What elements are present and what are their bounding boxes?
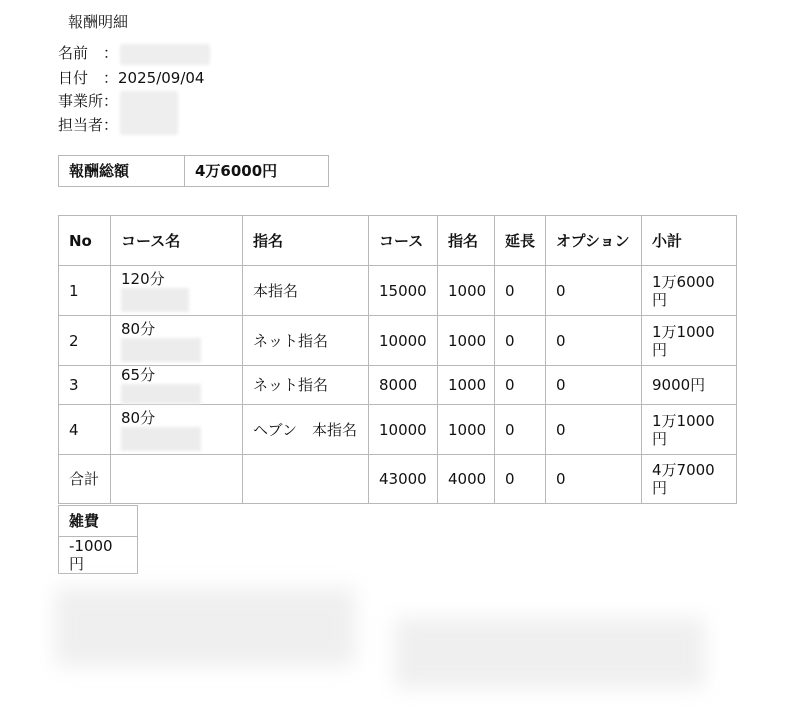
name-row (58, 41, 118, 65)
cell-total-course-fee: 43000 (369, 455, 438, 504)
cell-nomination: 本指名 (243, 266, 369, 316)
cell-course (111, 405, 243, 455)
cell-subtotal: 1万6000円 (642, 266, 737, 316)
cell-nomination-fee: 1000 (438, 366, 495, 405)
cell-total-option: 0 (546, 455, 642, 504)
summary-label: 報酬総額 (59, 156, 185, 187)
cell-nomination: ネット指名 (243, 366, 369, 405)
misc-label: 雑費 (59, 506, 138, 537)
col-header-extension: 延長 (495, 216, 546, 266)
misc-value: -1000円 (59, 537, 138, 574)
col-header-course-fee: コース (369, 216, 438, 266)
cell-extension: 0 (495, 316, 546, 366)
table-row (59, 266, 737, 316)
table-row (59, 366, 737, 405)
table-row (59, 316, 737, 366)
cell-course-fee: 10000 (369, 405, 438, 455)
col-header-no: No (59, 216, 111, 266)
cell-course-text: 80分 (121, 408, 156, 427)
name-label: 名前 ： (58, 44, 119, 62)
summary-value: 4万6000円 (185, 156, 329, 187)
col-header-nomination-fee: 指名 (438, 216, 495, 266)
col-header-nomination: 指名 (243, 216, 369, 266)
cell-no: 2 (59, 316, 111, 366)
cell-extension: 0 (495, 266, 546, 316)
cell-course-text: 80分 (121, 319, 156, 338)
course-redacted (121, 427, 201, 451)
summary-table (58, 155, 329, 187)
name-redacted (120, 44, 210, 65)
cell-course (111, 316, 243, 366)
office-label: 事業所： (58, 92, 119, 110)
cell-no: 3 (59, 366, 111, 405)
cell-nomination-fee: 1000 (438, 316, 495, 366)
course-redacted (121, 384, 201, 404)
cell-extension: 0 (495, 366, 546, 405)
cell-total-subtotal: 4万7000円 (642, 455, 737, 504)
staff-label: 担当者： (58, 116, 119, 134)
cell-course-fee: 8000 (369, 366, 438, 405)
table-total-row (59, 455, 737, 504)
office-staff-redacted (120, 91, 178, 135)
detail-table (58, 215, 737, 504)
office-row (58, 89, 118, 113)
col-header-option: オプション (546, 216, 642, 266)
cell-nomination: ネット指名 (243, 316, 369, 366)
cell-nomination-fee: 1000 (438, 266, 495, 316)
cell-option: 0 (546, 366, 642, 405)
cell-no: 1 (59, 266, 111, 316)
cell-total-extension: 0 (495, 455, 546, 504)
cell-option: 0 (546, 266, 642, 316)
cell-course-text: 120分 (121, 269, 165, 288)
date-row (58, 66, 204, 90)
cell-course-fee: 15000 (369, 266, 438, 316)
date-value: 2025/09/04 (118, 69, 205, 87)
cell-empty (243, 455, 369, 504)
cell-course-fee: 10000 (369, 316, 438, 366)
course-redacted (121, 288, 189, 312)
course-redacted (121, 338, 201, 362)
cell-subtotal: 9000円 (642, 366, 737, 405)
cell-extension: 0 (495, 405, 546, 455)
table-row (59, 405, 737, 455)
col-header-course-name: コース名 (111, 216, 243, 266)
cell-subtotal: 1万1000円 (642, 405, 737, 455)
cell-course-text: 65分 (121, 366, 156, 384)
cell-no: 4 (59, 405, 111, 455)
cell-empty (111, 455, 243, 504)
cell-course (111, 266, 243, 316)
cell-subtotal: 1万1000円 (642, 316, 737, 366)
date-label: 日付 ： (58, 69, 119, 87)
cell-total-label: 合計 (59, 455, 111, 504)
cell-nomination-fee: 1000 (438, 405, 495, 455)
cell-nomination: ヘブン 本指名 (243, 405, 369, 455)
page-title: 報酬明細 (68, 13, 129, 31)
cell-option: 0 (546, 316, 642, 366)
misc-table (58, 505, 138, 574)
signature-redacted-left (55, 588, 355, 666)
cell-course (111, 366, 243, 405)
signature-redacted-right (395, 618, 705, 688)
staff-row (58, 113, 118, 137)
cell-option: 0 (546, 405, 642, 455)
col-header-subtotal: 小計 (642, 216, 737, 266)
cell-total-nomination-fee: 4000 (438, 455, 495, 504)
table-header-row (59, 216, 737, 266)
